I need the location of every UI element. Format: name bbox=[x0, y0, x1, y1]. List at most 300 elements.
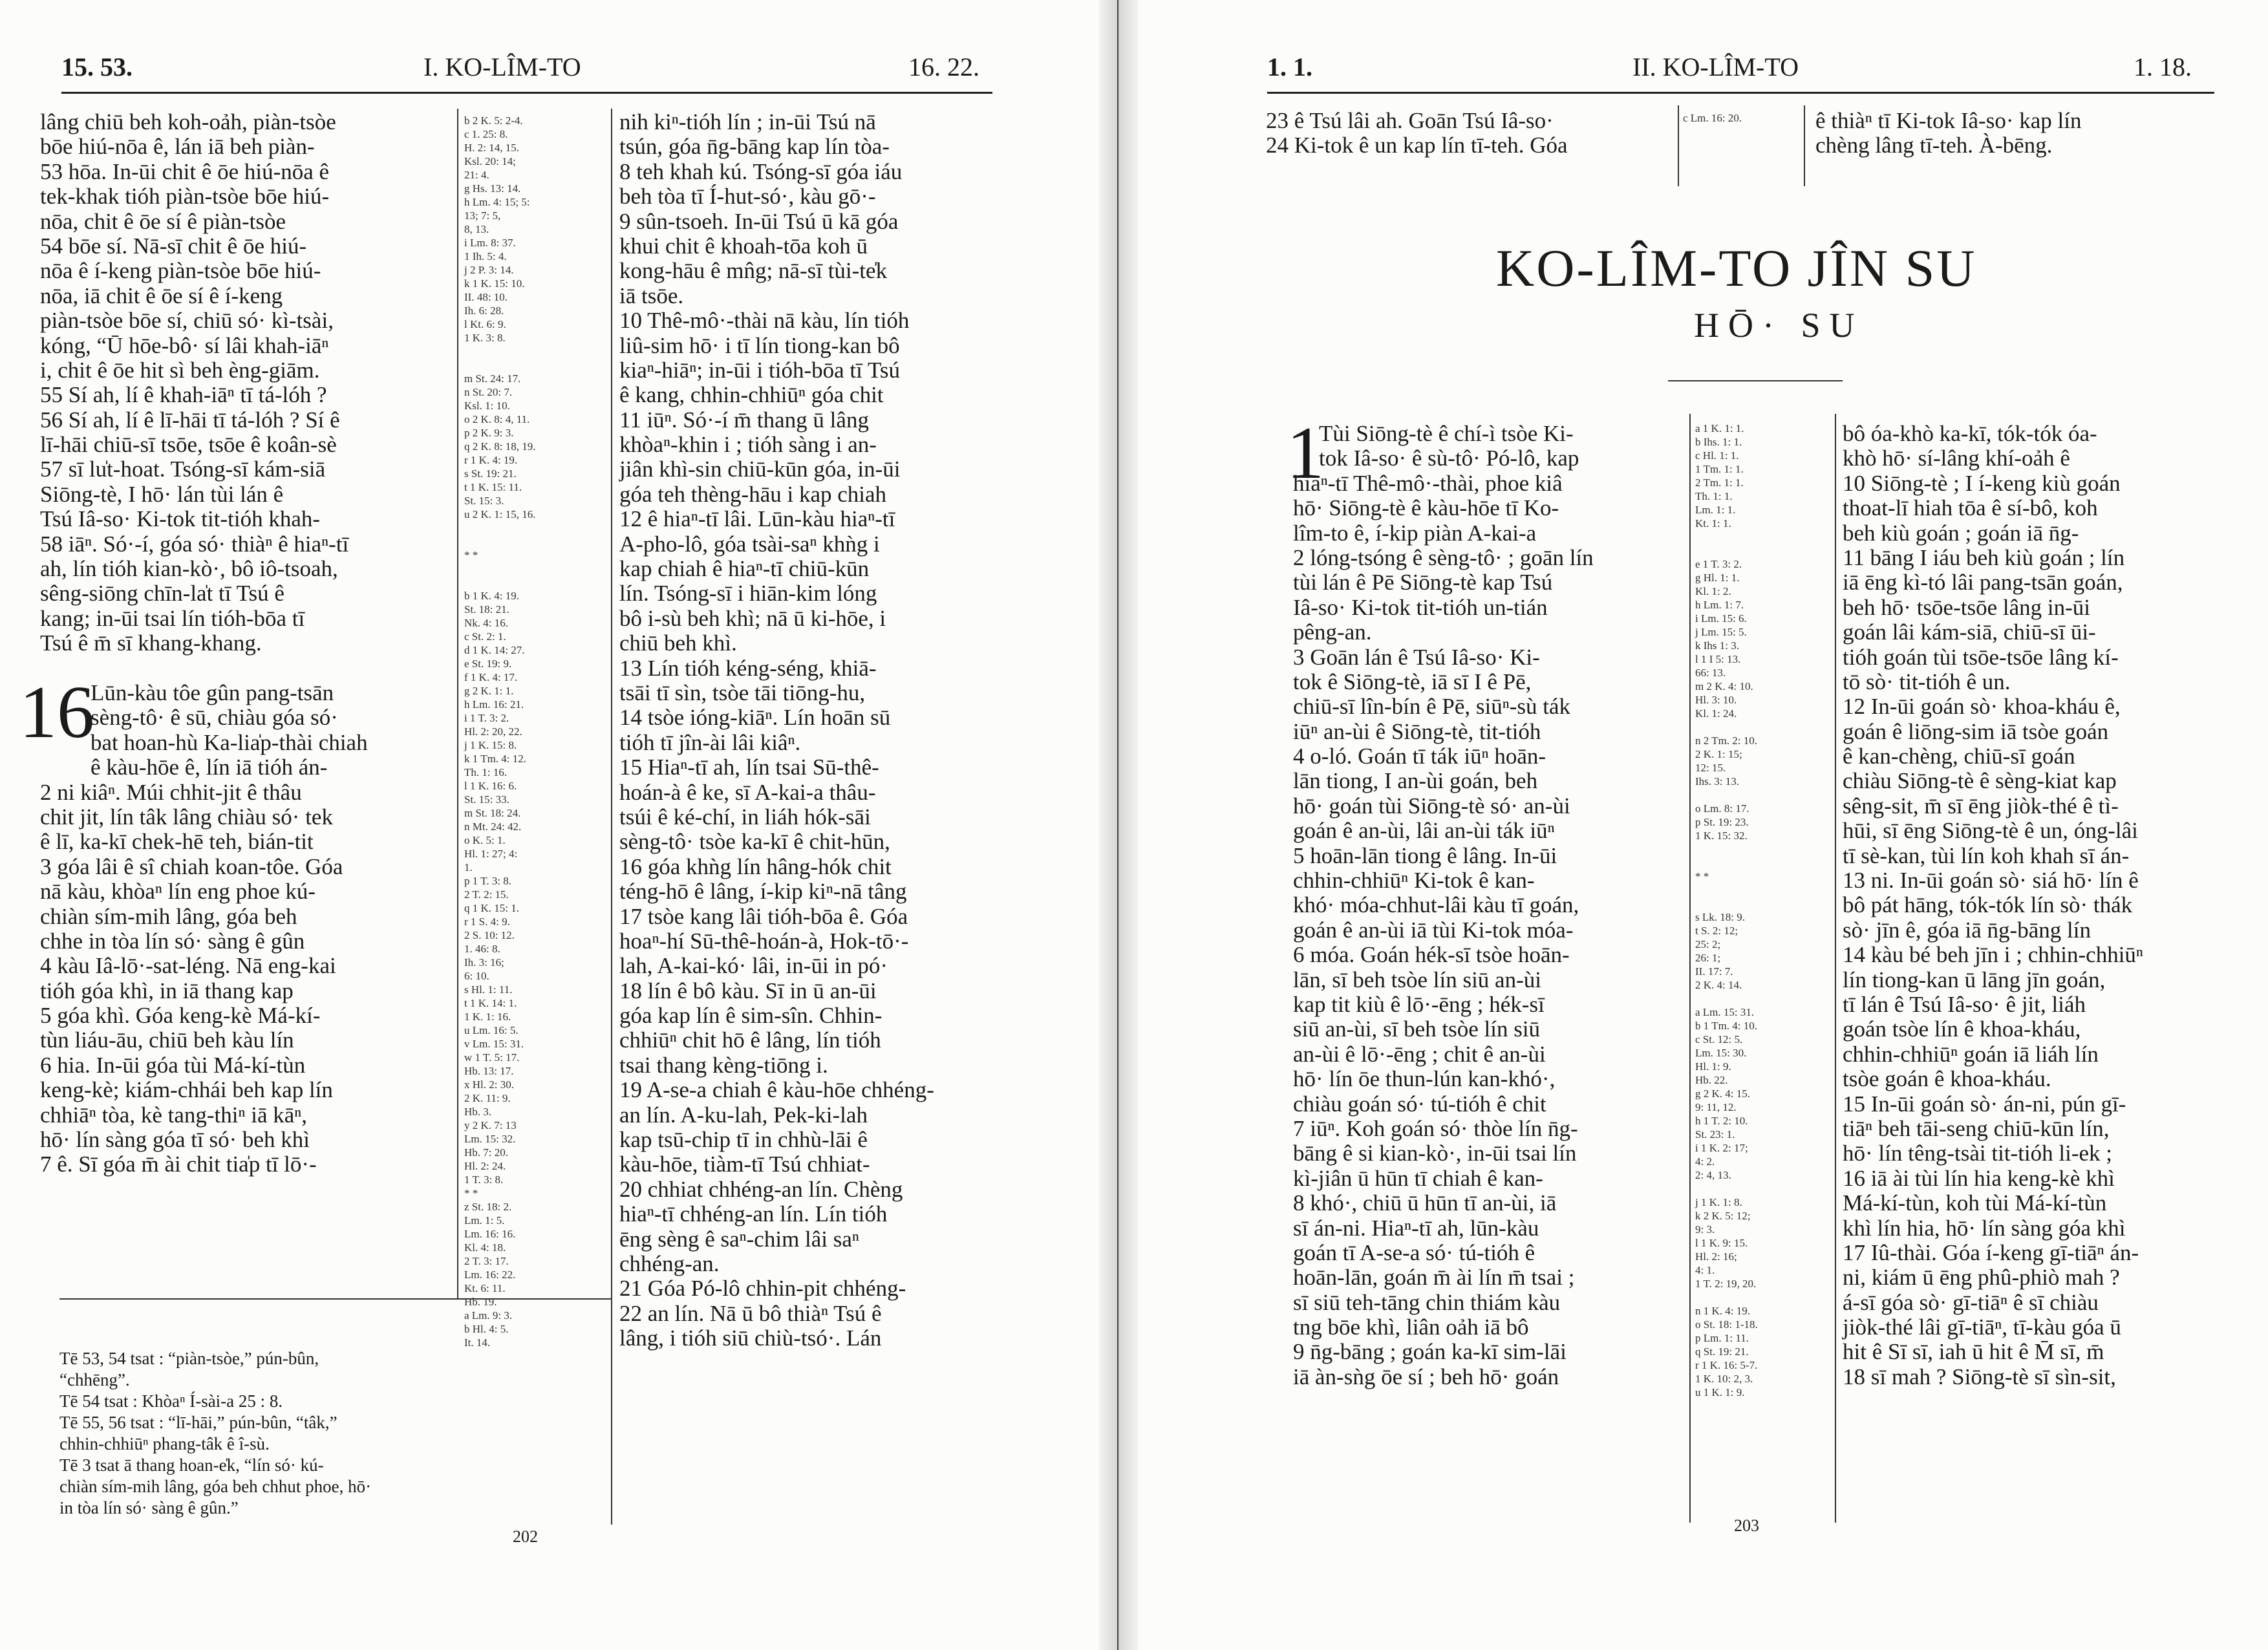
text-line: chiū beh khì. bbox=[619, 630, 737, 656]
text-line: bāng ê si kian-kò·, in-ūi tsai lín bbox=[1293, 1141, 1577, 1166]
text-line: tok Iâ-so· ê sù-tô· Pó-lô, kap bbox=[1319, 445, 1579, 471]
margin-ref: o 2 K. 8: 4, 11. bbox=[464, 413, 530, 425]
margin-ref: n 2 Tm. 2: 10. bbox=[1695, 734, 1758, 747]
margin-ref: a Lm. 9: 3. bbox=[464, 1309, 513, 1322]
text-line: 2 lóng-tsóng ê sèng-tô· ; goān lín bbox=[1293, 544, 1594, 570]
text-line: 20 chhiat chhéng-an lín. Chèng bbox=[619, 1176, 903, 1202]
text-line: 18 lín ê bô kàu. Sī in ū an-ūi bbox=[619, 978, 877, 1003]
footnote-line: Tē 53, 54 tsat : “piàn-tsòe,” pún-bûn, bbox=[59, 1349, 319, 1368]
margin-ref: w 1 T. 5: 17. bbox=[464, 1051, 520, 1064]
right-top-right-text bbox=[1815, 109, 2236, 158]
margin-ref: Lm. 1: 5. bbox=[464, 1214, 505, 1227]
margin-ref: Hl. 3: 10. bbox=[1695, 694, 1737, 706]
text-line: 19 A-se-a chiah ê kàu-hōe chhéng- bbox=[619, 1077, 934, 1103]
margin-ref: i 1 T. 3: 2. bbox=[464, 712, 509, 724]
margin-ref bbox=[464, 562, 608, 575]
margin-ref: 2 K. 11: 9. bbox=[464, 1092, 511, 1104]
text-line: hoān-lān, goán m̄ ài lín m̄ tsai ; bbox=[1293, 1265, 1575, 1291]
margin-ref: a 1 K. 1: 1. bbox=[1695, 422, 1744, 434]
book-gutter bbox=[1099, 0, 1138, 1650]
margin-ref: g Hs. 13: 14. bbox=[464, 182, 521, 195]
text-line: lī-hāi chiū-sī tsōe, tsōe ê koân-sè bbox=[40, 432, 337, 458]
text-line: chiàn sím-mih lâng, góa beh bbox=[40, 903, 297, 929]
margin-ref: c 1. 25: 8. bbox=[464, 128, 508, 140]
margin-ref bbox=[1695, 1291, 1831, 1304]
margin-ref: e 1 T. 3: 2. bbox=[1695, 558, 1742, 570]
margin-ref: i Lm. 15: 6. bbox=[1695, 612, 1747, 625]
margin-ref: Hb. 19. bbox=[464, 1296, 497, 1308]
margin-ref: 4: 2. bbox=[1695, 1155, 1715, 1168]
text-line: kì-jiân ū hūn tī chiah ê kan- bbox=[1293, 1165, 1543, 1191]
text-line: lín tiong-kan ū lāng jīn goán, bbox=[1843, 967, 2106, 992]
text-line: ah, lín tióh kian-kò·, bô iô-tsoah, bbox=[40, 556, 338, 582]
text-line: sī siū teh-tāng chin thiám kàu bbox=[1293, 1289, 1561, 1315]
margin-ref: c St. 2: 1. bbox=[464, 630, 506, 643]
text-line: 9 sûn-tsoeh. In-ūi Tsú ū kā góa bbox=[619, 208, 899, 234]
text-line: sò· jīn ê, góa iā n̄g-bāng lín bbox=[1843, 917, 2091, 943]
margin-ref: s Hl. 1: 11. bbox=[464, 983, 513, 996]
margin-ref: 1 K. 15: 32. bbox=[1695, 830, 1748, 842]
text-line: 11 iūⁿ. Só·-í m̄ thang ū lâng bbox=[619, 407, 869, 433]
left-header-rule bbox=[61, 92, 992, 94]
text-line: lān tiong, I an-ùi goán, beh bbox=[1293, 768, 1538, 794]
margin-ref: j 1 K. 15: 8. bbox=[464, 739, 517, 751]
text-line: chhin-chhiūⁿ Ki-tok ê kan- bbox=[1293, 868, 1535, 894]
text-line: 17 Iû-thài. Góa í-keng gī-tiāⁿ án- bbox=[1843, 1239, 2139, 1265]
right-top-margin-ref: c Lm. 16: 20. bbox=[1683, 112, 1742, 124]
margin-ref: 1 T. 3: 8. bbox=[464, 1173, 504, 1186]
text-line: sī án-ni. Hiaⁿ-tī ah, lūn-kàu bbox=[1293, 1215, 1539, 1241]
margin-ref: n St. 20: 7. bbox=[464, 386, 513, 398]
text-line: hō· Siōng-tè ê kàu-hōe tī Ko- bbox=[1293, 495, 1559, 521]
text-line: piàn-tsòe bōe sí, chiū só· kì-tsài, bbox=[40, 308, 334, 334]
text-line: 21 Góa Pó-lô chhin-pit chhéng- bbox=[619, 1276, 906, 1302]
left-column-2 bbox=[619, 110, 1009, 1526]
text-line: ê kàu-hōe ê, lín iā tióh án- bbox=[91, 755, 328, 780]
margin-ref bbox=[1695, 856, 1831, 870]
margin-ref: r 1 K. 4: 19. bbox=[464, 454, 518, 466]
margin-ref: b 1 Tm. 4: 10. bbox=[1695, 1020, 1758, 1032]
text-line: Iâ-so· Ki-tok tit-tióh un-tián bbox=[1293, 594, 1548, 620]
text-line: bô óa-khò ka-kī, tók-tók óa- bbox=[1843, 421, 2097, 446]
margin-ref: q 2 K. 8: 18, 19. bbox=[464, 440, 536, 453]
margin-ref: 8, 13. bbox=[464, 223, 489, 235]
text-line: 10 Siōng-tè ; I í-keng kiù goán bbox=[1843, 470, 2121, 496]
text-line: hūi, sī ēng Siōng-tè ê un, óng-lâi bbox=[1843, 818, 2138, 844]
text-line: kang; in-ūi tsai lín tióh-bōa tī bbox=[40, 605, 305, 631]
text-line: jiòk-thé lâi gī-tiāⁿ, tī-kàu góa ū bbox=[1843, 1314, 2121, 1340]
margin-ref: Hb. 7: 20. bbox=[464, 1146, 508, 1159]
right-column-rule-2 bbox=[1835, 414, 1836, 1523]
text-line: khó· móa-chhut-lâi kàu tī goán, bbox=[1293, 892, 1579, 918]
text-line: kap tsū-chip tī in chhù-lāi ê bbox=[619, 1127, 868, 1153]
text-line: 22 an lín. Nā ū bô thiàⁿ Tsú ê bbox=[619, 1300, 882, 1326]
text-line: kap tit kiù ê lō·-ēng ; hék-sī bbox=[1293, 991, 1545, 1017]
text-line: tiāⁿ beh tāi-seng chiū-kūn lín, bbox=[1843, 1115, 2110, 1141]
text-line: tng bōe khì, liân oảh iā bô bbox=[1293, 1314, 1529, 1340]
margin-ref: II. 48: 10. bbox=[464, 291, 508, 303]
text-line: góa teh thèng-hāu i kap chiah bbox=[619, 481, 887, 507]
margin-ref: m St. 18: 24. bbox=[464, 807, 521, 819]
text-line: sèng-tô· ê sū, chiàu góa só· bbox=[91, 705, 338, 731]
text-line: chhe in tòa lín só· sàng ê gûn bbox=[40, 928, 305, 954]
text-line: jiân khì-sin chiū-kūn góa, in-ūi bbox=[619, 456, 901, 482]
text-line: bô pát hāng, tók-tók lín sò· thák bbox=[1843, 892, 2133, 918]
margin-ref: k 1 K. 15: 10. bbox=[464, 277, 525, 290]
notes-rule bbox=[59, 1298, 611, 1300]
text-line: iūⁿ an-ùi ê Siōng-tè, tit-tióh bbox=[1293, 718, 1541, 744]
text-line: 57 sī lu̍t-hoat. Tsóng-sī kám-siā bbox=[40, 456, 326, 482]
text-line: góa kap lín ê sim-sîn. Chhin- bbox=[619, 1003, 883, 1029]
left-footnotes bbox=[59, 1348, 460, 1519]
left-header-center: I. KO-LÎM-TO bbox=[423, 52, 581, 81]
margin-ref: g 2 K. 1: 1. bbox=[464, 685, 514, 697]
text-line: chhin-chhiūⁿ goán iā liáh lín bbox=[1843, 1041, 2099, 1067]
text-line: 15 Hiaⁿ-tī ah, lín tsai Sū-thê- bbox=[619, 755, 879, 780]
text-line: sêng-siōng chīn-la̍t tī Tsú ê bbox=[40, 581, 284, 606]
margin-ref: Lm. 15: 32. bbox=[464, 1133, 516, 1145]
text-line: hoán-à ê ke, sī A-kai-a thâu- bbox=[619, 779, 876, 805]
text-line: tsún, góa n̄g-bāng kap lín tòa- bbox=[619, 134, 890, 160]
right-chapter-number: 1 bbox=[1287, 412, 1324, 495]
margin-ref: e St. 19: 9. bbox=[464, 658, 512, 670]
footnote-line: chhin-chhiūⁿ phang-tâk ê î-sù. bbox=[59, 1434, 270, 1453]
text-line: A-pho-lô, góa tsài-saⁿ khǹg i bbox=[619, 531, 880, 557]
margin-ref: k 2 K. 5: 12; bbox=[1695, 1210, 1751, 1222]
text-line: tióh góa khì, in iā thang kap bbox=[40, 978, 294, 1003]
text-line: hiaⁿ-tī chhéng-an lín. Lín tióh bbox=[619, 1201, 888, 1227]
text-line: iā tsōe. bbox=[619, 283, 684, 308]
left-page bbox=[0, 0, 1099, 1650]
margin-ref: o K. 5: 1. bbox=[464, 834, 506, 846]
margin-ref: St. 23: 1. bbox=[1695, 1128, 1735, 1141]
text-line: tsai thang kèng-tiōng i. bbox=[619, 1052, 828, 1078]
margin-ref: 2 K. 1: 15; bbox=[1695, 748, 1742, 760]
right-header-center: II. KO-LÎM-TO bbox=[1632, 52, 1799, 81]
margin-ref bbox=[464, 521, 608, 535]
footnote-line: chiàn sím-mih lâng, góa beh chhut phoe, hō· bbox=[59, 1477, 372, 1496]
text-line: hoaⁿ-hí Sū-thê-hoán-à, Hok-tō·- bbox=[619, 928, 909, 954]
text-line: 12 ê hiaⁿ-tī lâi. Lūn-kàu hiaⁿ-tī bbox=[619, 506, 895, 532]
text-line: tō sò· tit-tióh ê un. bbox=[1843, 669, 2011, 694]
text-line: kiaⁿ-hiāⁿ; in-ūi i tióh-bōa tī Tsú bbox=[619, 357, 901, 383]
text-line bbox=[40, 656, 455, 681]
margin-ref: Kl. 4: 18. bbox=[464, 1241, 506, 1254]
text-line: 3 góa lâi ê sî chiah koan-tôe. Góa bbox=[40, 853, 343, 879]
text-line: lān, sī beh tsòe lín siū an-ùi bbox=[1293, 967, 1541, 992]
footnote-line: in tòa lín só· sàng ê gûn.” bbox=[59, 1498, 239, 1517]
text-line: pêng-an. bbox=[1293, 619, 1372, 645]
margin-ref: Kl. 1: 2. bbox=[1695, 585, 1731, 597]
text-line: 7 ê. Sī góa m̄ ài chit tia̍p tī lō·- bbox=[40, 1152, 317, 1177]
margin-ref: b Ihs. 1: 1. bbox=[1695, 436, 1742, 448]
margin-ref: t 1 K. 15: 11. bbox=[464, 481, 522, 493]
right-header-left: 1. 1. bbox=[1267, 52, 1312, 81]
text-line: bōe hiú-nōa ê, lán iā beh piàn- bbox=[40, 134, 315, 160]
text-line: an-ùi ê lō·-ēng ; chit ê an-ùi bbox=[1293, 1041, 1546, 1067]
margin-ref: Ih. 6: 28. bbox=[464, 305, 504, 317]
margin-ref: j 1 K. 1: 8. bbox=[1695, 1196, 1742, 1208]
text-line: á-sī góa sò· gī-tiāⁿ ê sī chiàu bbox=[1843, 1289, 2099, 1315]
margin-ref: f 1 K. 4: 17. bbox=[464, 671, 518, 683]
text-line: liû-sim hō· i tī lín tiong-kan bô bbox=[619, 332, 900, 358]
text-line: nōa, iā chit ê ōe sí ê í-keng bbox=[40, 283, 283, 308]
margin-ref: r 1 K. 16: 5-7. bbox=[1695, 1359, 1758, 1371]
margin-ref: s St. 19: 21. bbox=[464, 467, 517, 480]
margin-ref: i Lm. 8: 37. bbox=[464, 237, 516, 249]
text-line: 10 Thê-mô·-thài nā kàu, lín tióh bbox=[619, 308, 910, 334]
text-line: chhiāⁿ tòa, kè tang-thiⁿ iā kāⁿ, bbox=[40, 1102, 308, 1128]
margin-ref: Hl. 2: 16; bbox=[1695, 1250, 1737, 1263]
text-line: Siōng-tè, I hō· lán tùi lán ê bbox=[40, 481, 284, 507]
right-column-1 bbox=[1293, 422, 1662, 1521]
text-line: 15 In-ūi goán sò· án-ni, pún gī- bbox=[1843, 1091, 2126, 1117]
text-line: tsúi ê ké-chí, in liáh hók-sāi bbox=[619, 804, 871, 830]
text-line: thoat-lī hiah tōa ê sí-bô, koh bbox=[1843, 495, 2098, 521]
margin-ref: 25: 2; bbox=[1695, 938, 1721, 950]
text-line: bô i-sù beh khì; nā ū ki-hōe, i bbox=[619, 605, 886, 631]
text-line: 6 móa. Goán hék-sī tsòe hoān- bbox=[1293, 942, 1570, 968]
text-line: lín. Tsóng-sī i hiān-kim lóng bbox=[619, 581, 877, 606]
text-line: hiaⁿ-tī Thê-mô·-thài, phoe kiâ bbox=[1293, 470, 1563, 496]
margin-ref: St. 15: 3. bbox=[464, 495, 504, 507]
right-margin-refs bbox=[1695, 422, 1831, 1521]
text-line: goán ê an-ùi iā tùi Ki-tok móa- bbox=[1293, 917, 1574, 943]
margin-ref: 2 Tm. 1: 1. bbox=[1695, 477, 1744, 489]
margin-ref: H. 2: 14, 15. bbox=[464, 142, 519, 154]
text-line: sèng-tô· tsòe ka-kī ê chit-hūn, bbox=[619, 829, 890, 855]
text-line: chèng lâng tī-teh. À-bēng. bbox=[1815, 133, 2053, 158]
text-line: goán ê liōng-sim iā tsòe goán bbox=[1843, 718, 2109, 744]
margin-ref: o St. 18: 1-18. bbox=[1695, 1318, 1758, 1331]
margin-ref: q St. 19: 21. bbox=[1695, 1345, 1749, 1358]
margin-ref: Hb. 13: 17. bbox=[464, 1065, 514, 1077]
text-line: tsòe goán ê khoa-kháu. bbox=[1843, 1066, 2051, 1092]
margin-ref: Ihs. 3: 13. bbox=[1695, 775, 1739, 788]
text-line: ê lī, ka-kī chek-hē teh, bián-tit bbox=[40, 829, 314, 855]
text-line: 23 ê Tsú lâi ah. Goān Tsú Iâ-so· bbox=[1266, 108, 1554, 133]
right-column-rule-1 bbox=[1689, 414, 1691, 1523]
left-margin-refs bbox=[464, 114, 608, 1349]
margin-ref bbox=[1695, 530, 1831, 544]
margin-ref: Hb. 3. bbox=[464, 1106, 492, 1118]
margin-ref: 6: 10. bbox=[464, 970, 489, 982]
text-line: nih kiⁿ-tióh lín ; in-ūi Tsú nā bbox=[619, 109, 876, 134]
text-line: beh tòa tī Í-hut-só·, kàu gō·- bbox=[619, 184, 876, 209]
text-line: 13 ni. In-ūi goán sò· siá hō· lín ê bbox=[1843, 868, 2139, 894]
right-page-number: 203 bbox=[1734, 1516, 1759, 1535]
text-line: lah, A-kai-kó· lâi, in-ūi in pó· bbox=[619, 953, 888, 979]
text-line: siū an-ùi, sī beh tsòe lín siū bbox=[1293, 1016, 1541, 1042]
text-line: 8 khó·, chiū ū hūn tī an-ùi, iā bbox=[1293, 1190, 1557, 1216]
margin-ref: p Lm. 1: 11. bbox=[1695, 1332, 1749, 1344]
text-line: goán tsòe lín ê khoa-kháu, bbox=[1843, 1016, 2081, 1042]
margin-ref: Nk. 4: 16. bbox=[464, 617, 508, 629]
text-line: 55 Sí ah, lí ê khah-iāⁿ tī tá-lóh ? bbox=[40, 382, 327, 408]
margin-ref bbox=[464, 535, 608, 548]
margin-ref: l 1 K. 16: 6. bbox=[464, 780, 517, 792]
text-line: 56 Sí ah, lí ê lī-hāi tī tá-lóh ? Sí ê bbox=[40, 407, 340, 433]
text-line: 12 In-ūi goán sò· khoa-kháu ê, bbox=[1843, 694, 2121, 720]
margin-ref: * * bbox=[464, 549, 478, 561]
text-line: tek-khak tióh piàn-tsòe bōe hiú- bbox=[40, 184, 330, 209]
margin-ref: St. 18: 21. bbox=[464, 603, 509, 616]
text-line: lâng, i tióh siū chiù-tsó·. Lán bbox=[619, 1325, 882, 1351]
margin-ref: 9: 11, 12. bbox=[1695, 1101, 1737, 1113]
text-line: 16 góa khǹg lín hâng-hók chit bbox=[619, 853, 892, 879]
text-line: tùi lán ê Pē Siōng-tè kap Tsú bbox=[1293, 570, 1553, 595]
margin-ref: m St. 24: 17. bbox=[464, 372, 521, 385]
margin-ref: 13; 7: 5, bbox=[464, 209, 501, 222]
text-line: 6 hia. In-ūi góa tùi Má-kí-tùn bbox=[40, 1052, 306, 1078]
text-line: khì lín hia, hō· lín sàng góa khì bbox=[1843, 1215, 2126, 1241]
left-header-left: 15. 53. bbox=[61, 52, 133, 81]
text-line: 13 Lín tióh kéng-séng, khiā- bbox=[619, 655, 877, 681]
margin-ref: 1. 46: 8. bbox=[464, 943, 500, 955]
margin-ref: 12: 15. bbox=[1695, 762, 1726, 774]
text-line: 3 Goān lán ê Tsú Iâ-so· Ki- bbox=[1293, 644, 1540, 670]
text-line: kap chiah ê hiaⁿ-tī chiū-kūn bbox=[619, 556, 870, 582]
margin-ref: 9: 3. bbox=[1695, 1223, 1715, 1236]
margin-ref bbox=[464, 345, 608, 358]
text-line: Lūn-kàu tôe gûn pang-tsān bbox=[91, 680, 334, 705]
text-line: sêng-sit, m̄ sī ēng jiòk-thé ê tì- bbox=[1843, 793, 2119, 819]
margin-ref: a Lm. 15: 31. bbox=[1695, 1006, 1755, 1018]
margin-ref: 4: 1. bbox=[1695, 1264, 1715, 1276]
margin-ref: Hl. 1: 27; 4: bbox=[464, 848, 518, 860]
text-line: 53 hōa. In-ūi chit ê ōe hiú-nōa ê bbox=[40, 158, 330, 184]
margin-ref: c Hl. 1: 1. bbox=[1695, 449, 1739, 462]
margin-ref: 2 T. 3: 17. bbox=[464, 1255, 509, 1267]
text-line: hō· goán tùi Siōng-tè só· an-ùi bbox=[1293, 793, 1570, 819]
margin-ref: q 1 K. 15: 1. bbox=[464, 902, 519, 914]
margin-ref: 2 T. 2: 15. bbox=[464, 888, 509, 901]
text-line: khòaⁿ-khin i ; tióh sàng i an- bbox=[619, 432, 877, 458]
margin-ref bbox=[1695, 883, 1831, 897]
text-line: iā ēng kì-tó lâi pang-tsān goán, bbox=[1843, 570, 2123, 595]
text-line: nōa ê í-keng piàn-tsòe bōe hiú- bbox=[40, 258, 321, 284]
margin-ref: Ksl. 20: 14; bbox=[464, 155, 516, 167]
text-line: nā kàu, khòaⁿ lín eng phoe kú- bbox=[40, 879, 316, 905]
text-line: 4 o-ló. Goán tī ták iūⁿ hoān- bbox=[1293, 744, 1546, 769]
margin-ref: p 2 K. 9: 3. bbox=[464, 427, 514, 439]
text-line: 11 bāng I iáu beh kiù goán ; lín bbox=[1843, 544, 2125, 570]
margin-ref: c St. 12: 5. bbox=[1695, 1033, 1743, 1045]
margin-ref: h Lm. 4: 15; 5: bbox=[464, 196, 530, 208]
margin-ref: l 1 I 5: 13. bbox=[1695, 653, 1741, 665]
margin-ref: 1 T. 2: 19, 20. bbox=[1695, 1278, 1757, 1290]
book-subtitle: HŌ· SU bbox=[1694, 306, 1864, 345]
margin-ref: g Hl. 1: 1. bbox=[1695, 572, 1740, 584]
margin-ref bbox=[464, 358, 608, 372]
right-top-rule-2 bbox=[1804, 105, 1805, 186]
margin-ref: p St. 19: 23. bbox=[1695, 816, 1749, 828]
text-line: tióh tī jîn-ài lâi kiâⁿ. bbox=[619, 729, 801, 755]
text-line: lâng chiū beh koh-oảh, piàn-tsòe bbox=[40, 109, 336, 134]
margin-ref bbox=[1695, 897, 1831, 910]
margin-ref: b 1 K. 4: 19. bbox=[464, 590, 519, 602]
margin-ref: t 1 K. 14: 1. bbox=[464, 997, 517, 1009]
text-line: ê thiàⁿ tī Ki-tok Iâ-so· kap lín bbox=[1815, 108, 2082, 133]
text-line: lîm-to ê, í-kip piàn A-kai-a bbox=[1293, 520, 1537, 546]
margin-ref: y 2 K. 7: 13 bbox=[464, 1119, 517, 1131]
margin-ref: v Lm. 15: 31. bbox=[464, 1038, 524, 1050]
margin-ref: Hl. 2: 24. bbox=[464, 1160, 506, 1172]
margin-ref: Ksl. 1: 10. bbox=[464, 400, 510, 412]
text-line: 9 n̄g-bāng ; goán ka-kī sim-lāi bbox=[1293, 1339, 1567, 1365]
margin-ref: 1 K. 1: 16. bbox=[464, 1011, 511, 1023]
text-line: beh kiù goán ; goán iā n̄g- bbox=[1843, 520, 2079, 546]
footnote-line: Tē 3 tsat ā thang hoan-e̍k, “lín só· kú- bbox=[59, 1455, 324, 1475]
margin-ref: j Lm. 15: 5. bbox=[1695, 626, 1747, 638]
text-line: i, chit ê ōe hit sì beh èng-giām. bbox=[40, 357, 320, 383]
text-line: kong-hāu ê mn̂g; nā-sī tùi-te̍k bbox=[619, 258, 888, 284]
text-line: tok ê Siōng-tè, iā sī I ê Pē, bbox=[1293, 669, 1532, 694]
margin-ref: 21: 4. bbox=[464, 169, 489, 181]
margin-ref: j 2 P. 3: 14. bbox=[464, 264, 514, 276]
text-line: goán lâi kám-siā, chiū-sī ūi- bbox=[1843, 619, 2096, 645]
text-line: kóng, “Ū hōe-bô· sí lâi khah-iāⁿ bbox=[40, 332, 329, 358]
text-line: chiū-sī lîn-bín ê Pē, siūⁿ-sù ták bbox=[1293, 694, 1571, 720]
margin-ref: 1 K. 10: 2, 3. bbox=[1695, 1373, 1753, 1385]
text-line: 24 Ki-tok ê un kap lín tī-teh. Góa bbox=[1266, 133, 1568, 158]
text-line: chit jit, lín tâk lâng chiàu só· tek bbox=[40, 804, 333, 830]
margin-ref: b Hl. 4: 5. bbox=[464, 1323, 509, 1335]
margin-ref: z St. 18: 2. bbox=[464, 1201, 512, 1213]
text-line: hō· lín ōe thun-lún kan-khó·, bbox=[1293, 1066, 1556, 1092]
text-line: chiàu goán só· tú-tióh ê chit bbox=[1293, 1091, 1546, 1117]
text-line: iā àn-sǹg ōe sí ; beh hō· goán bbox=[1293, 1364, 1559, 1389]
right-column-2 bbox=[1843, 422, 2231, 1521]
margin-ref: x Hl. 2: 30. bbox=[464, 1078, 514, 1091]
text-line: goán ê an-ùi, lâi an-ùi ták iūⁿ bbox=[1293, 818, 1555, 844]
text-line: hit ê Sī sī, iah ū hit ê M̄ sī, m̄ bbox=[1843, 1339, 2104, 1365]
text-line: keng-kè; kiám-chhái beh kap lín bbox=[40, 1077, 333, 1103]
left-page-number: 202 bbox=[513, 1527, 538, 1546]
text-line: 16 iā ài tùi lín hia keng-kè khì bbox=[1843, 1165, 2115, 1191]
text-line: tùn liáu-āu, chiū beh kàu lín bbox=[40, 1027, 294, 1053]
margin-ref: Hl. 2: 20, 22. bbox=[464, 725, 522, 738]
text-line: beh hō· tsōe-tsōe lâng in-ūi bbox=[1843, 594, 2090, 620]
text-line: 7 iūⁿ. Koh goán só· thòe lín n̄g- bbox=[1293, 1115, 1578, 1141]
margin-ref: It. 14. bbox=[464, 1336, 491, 1349]
margin-ref: s Lk. 18: 9. bbox=[1695, 911, 1745, 923]
margin-ref: m 2 K. 4: 10. bbox=[1695, 680, 1753, 692]
text-line: tióh goán tùi tsōe-tsōe lâng kí- bbox=[1843, 644, 2119, 670]
margin-ref: 2 S. 10: 12. bbox=[464, 929, 515, 941]
text-line: hō· lín têng-tsài tit-tióh li-ek ; bbox=[1843, 1141, 2113, 1166]
margin-ref: u Lm. 16: 5. bbox=[464, 1024, 519, 1036]
text-line: Má-kí-tùn, koh tùi Má-kí-tùn bbox=[1843, 1190, 2107, 1216]
margin-ref: 1. bbox=[464, 861, 473, 873]
margin-ref: p 1 T. 3: 8. bbox=[464, 875, 512, 887]
margin-ref: II. 17: 7. bbox=[1695, 965, 1733, 978]
text-line: ēng sèng ê saⁿ-chim lâi saⁿ bbox=[619, 1226, 859, 1252]
margin-ref: 1 K. 3: 8. bbox=[464, 332, 506, 344]
text-line: téng-hō ê lâng, í-kip kiⁿ-nā tâng bbox=[619, 879, 907, 905]
footnote-line: Tē 55, 56 tsat : “lī-hāi,” pún-bûn, “tâk,” bbox=[59, 1413, 337, 1432]
margin-ref: Hb. 22. bbox=[1695, 1074, 1728, 1086]
text-line: 4 kàu Iâ-lō·-sat-léng. Nā eng-kai bbox=[40, 953, 336, 979]
margin-ref: h Lm. 16: 21. bbox=[464, 698, 524, 711]
margin-ref bbox=[1695, 544, 1831, 557]
book-title: KO-LÎM-TO JÎN SU bbox=[1496, 239, 1977, 297]
text-line: 14 kàu bé beh jīn i ; chhin-chhiūⁿ bbox=[1843, 942, 2143, 968]
text-line: nōa, chit ê ōe sí ê piàn-tsòe bbox=[40, 208, 286, 234]
text-line: Tsú ê m̄ sī khang-khang. bbox=[40, 630, 262, 656]
text-line: 5 hoān-lān tiong ê lâng. In-ūi bbox=[1293, 842, 1557, 868]
margin-ref: 2 K. 4: 14. bbox=[1695, 979, 1742, 991]
